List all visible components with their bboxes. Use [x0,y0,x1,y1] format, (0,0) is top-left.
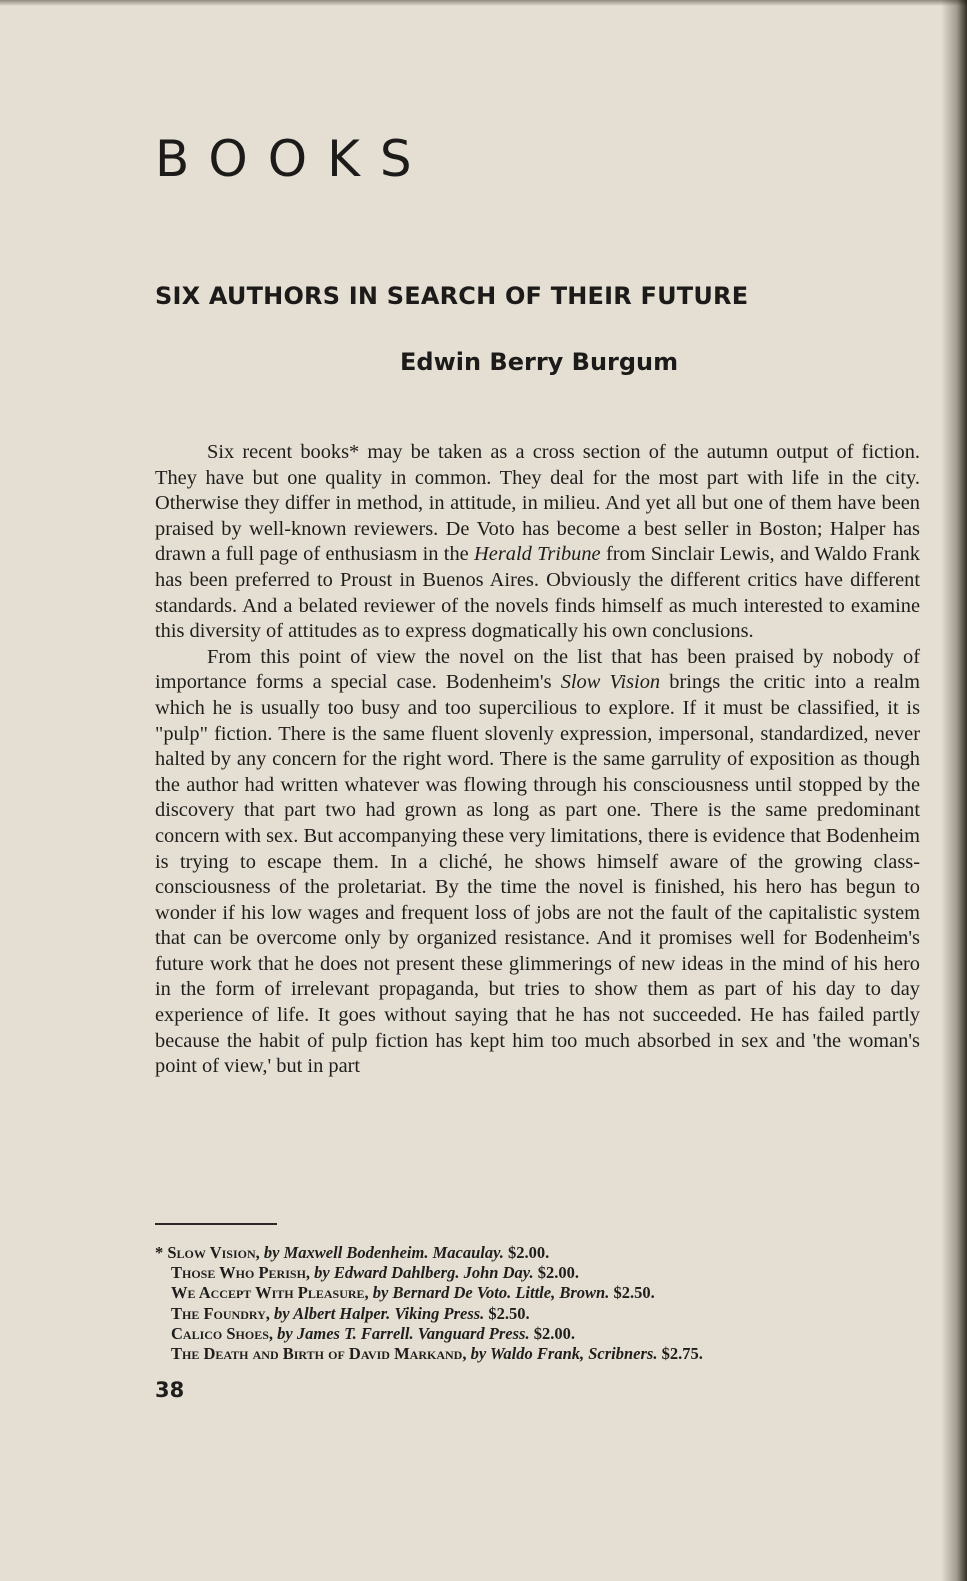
author-name: Edwin Berry Burgum [400,348,679,376]
book-spine-shadow [941,0,967,1581]
section-title: BOOKS [155,130,432,188]
footnote-publisher: John Day. [459,1263,534,1283]
footnote-author: Bernard De Voto. [392,1283,512,1303]
footnote-line [155,1324,955,1344]
footnote-by: by [310,1263,334,1283]
paragraph-2-text-c: brings the critic into a realm which he is usually too busy and too supercilious to explore. If it must be classified, it is "pulp" fiction. There is the same fluent slovenly expression, impersonal, standardized, never halted by any concern for the right word. There is the same garrulity of exposition as though the author had written whatever was flowing through his consciousness until stopped by the discovery that part two had grown as long as part one. There is the same predominant concern with sex. But accompanying these very limitations, there is evidence that Bodenheim is trying to escape them. In a cliché, he shows himself aware of the growing class-consciousness of the proletariat. By the time the novel is finished, his hero has begun to wonder if his low wages and frequent loss of jobs are not the fault of the capitalistic system that can be overcome only by organized resistance. And it promises well for Bodenheim's future work that he does not present these glimmerings of new ideas in the mind of his hero in the form of irrelevant propaganda, but tries to show them as part of his day to day experience of life. It goes without saying that he has not succeeded. He has failed partly because the habit of pulp fiction has kept him too much absorbed in sex and 'the woman's point of view,' but in part [155,671,920,1078]
footnote-title: The Foundry, [171,1303,270,1323]
paragraph-2-italic: Slow Vision [560,671,661,694]
paragraph-1-text-c: from Sinclair Lewis, and Waldo Frank has been preferred to Proust in Buenos Aires. Obviously the different critics have different standards. And a belated reviewer of the novels finds himself as much interested to examine this diversity of attitudes as to express dogmatically his own conclusions. [155,543,920,643]
footnote-publisher: Scribners. [584,1344,658,1364]
footnote-author: Maxwell Bodenheim. [283,1243,429,1262]
footnote-publisher: Vanguard Press. [413,1323,530,1343]
footnote-author: Waldo Frank, [489,1344,585,1364]
footnote-price: $2.50. [484,1303,530,1323]
footnote-mark: * [155,1243,168,1262]
paragraph-1-italic: Herald Tribune [474,543,601,566]
footnote-by: by [368,1283,393,1303]
footnote-by: by [466,1344,490,1364]
footnote-title: Those Who Perish, [171,1263,311,1283]
footnote-price: $2.00. [503,1243,550,1262]
footnote-publisher: Macaulay. [428,1243,504,1262]
article-title: SIX AUTHORS IN SEARCH OF THEIR FUTURE [155,282,749,310]
footnote-rule [155,1223,277,1225]
footnote-by: by [273,1323,297,1343]
footnote-line [155,1283,955,1303]
footnote-price: $2.50. [609,1283,655,1303]
footnote-author: James T. Farrell. [296,1323,414,1343]
footnote-price: $2.75. [657,1344,703,1364]
page-number: 38 [155,1378,185,1402]
paragraph-1-text-a: Six recent books* may be taken as a cross section of the autumn output of fiction. They have but one quality in common. They deal for the most part with life in the city. Otherwise they differ in method, in attitude, in milieu. And yet all but one of them have been praised by well-known reviewers. De Voto has become a best seller in Boston; Halper has drawn a full page of enthusiasm in the [155,441,920,566]
footnote-line [155,1344,955,1364]
footnotes [155,1243,955,1364]
footnote-line [155,1304,955,1324]
footnote-price: $2.00. [533,1263,579,1283]
page-top-shadow [0,0,967,6]
paragraph-1 [155,440,920,645]
footnote-price: $2.00. [529,1323,575,1343]
footnote-publisher: Little, Brown. [511,1283,610,1303]
footnote-title: We Accept With Pleasure, [171,1283,369,1303]
paragraph-2-text-a: From this point of view the novel on the list that has been praised by nobody of importance forms a special case. Bodenheim's [155,645,920,694]
paragraph-2 [155,645,920,1080]
footnote-by: by [269,1303,294,1323]
footnote-author: Edward Dahlberg. [333,1263,460,1283]
footnote-publisher: Viking Press. [390,1303,485,1323]
footnote-title: The Death and Birth of David Markand, [171,1344,467,1364]
footnote-by: by [259,1243,284,1262]
footnote-title: Slow Vision, [167,1243,260,1262]
footnote-line [155,1243,955,1263]
footnote-line [155,1263,955,1283]
footnote-author: Albert Halper. [293,1303,391,1323]
footnote-title: Calico Shoes, [171,1323,274,1343]
article-body [155,440,920,1080]
